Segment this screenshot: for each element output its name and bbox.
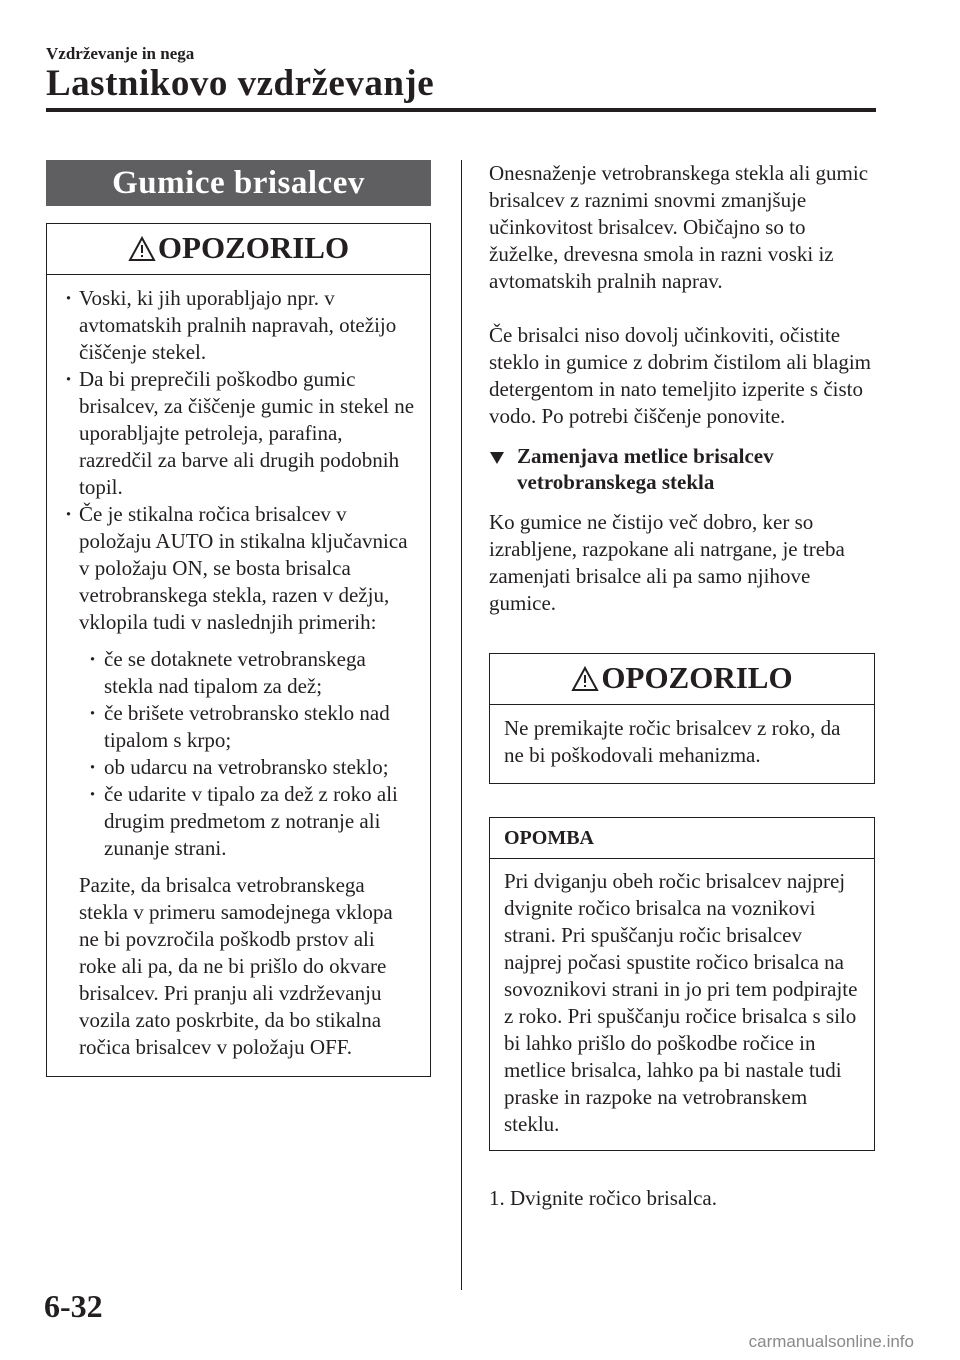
warning-sub-bullet: · če udarite v tipalo za dež z roko ali drugim predmetom z notranje ali zunanje strani.: [91, 781, 416, 862]
warning-body: Ne premikajte ročic brisalcev z roko, da ne bi poškodovali mehanizma.: [504, 716, 841, 767]
warning-triangle-icon: [571, 658, 599, 706]
left-column: [46, 160, 431, 1077]
paragraph: Če brisalci niso dovolj učinkoviti, očistite steklo in gumice z dobrim čistilom ali blagim detergentom in nato temeljito izperite s čisto vodo. Po potrebi čiščenje ponovite.: [489, 323, 872, 428]
right-column: [489, 160, 875, 1212]
warning-note: Pazite, da brisalca vetrobranskega stekla v primeru samodejnega vklopa ne bi povzročila poškodb prstov ali roke ali pa, da ne bi prišlo do okvare brisalcev. Pri pranju ali vzdrževanju vozila zato poskrbite, da bo stikalna ročica brisalcev v položaju OFF.: [79, 873, 393, 1059]
warning-box: [489, 653, 875, 784]
page-title: Lastnikovo vzdrževanje: [46, 63, 435, 104]
triangle-down-icon: [489, 445, 505, 471]
warning-sub-bullet: · če brišete vetrobransko steklo nad tipalom s krpo;: [91, 700, 416, 754]
paragraph: Onesnaženje vetrobranskega stekla ali gumic brisalcev z raznimi snovmi zmanjšuje učinkovitost brisalcev. Običajno so to žuželke, drevesna smola in razni voski iz avtomatskih pralnih naprav.: [489, 161, 869, 293]
watermark-logo: carmanualsonline.info: [748, 1332, 914, 1351]
note-body: Pri dviganju obeh ročic brisalcev najprej dvignite ročico brisalca na voznikovi strani. Pri spuščanju ročic brisalcev najprej počasi spustite ročico brisalca na sovoznikovi strani in jo pri tem podpirajte z roko. Pri spuščanju ročice brisalca s silo bi lahko prišlo do poškodbe ročice in metlice brisalca, lahko pa bi nastale tudi praske in razpoke na vetrobranskem steklu.: [504, 869, 858, 1136]
warning-body: [47, 275, 430, 1076]
column-divider: [461, 160, 462, 1290]
warning-sub-bullet: · ob udarcu na vetrobransko steklo;: [91, 754, 416, 781]
warning-bullet: · Da bi preprečili poškodbo gumic brisalcev, za čiščenje gumic in stekel ne uporabljajte petroleja, parafina, razredčil za barve ali drugih podobnih topil.: [67, 366, 416, 501]
warning-box: [46, 223, 431, 1077]
warning-bullet: · Voski, ki jih uporabljajo npr. v avtomatskih pralnih napravah, otežijo čiščenje stekel.: [67, 285, 416, 366]
page-number: 6-32: [44, 1288, 103, 1324]
step-item: 1. Dvignite ročico brisalca.: [489, 1186, 718, 1210]
paragraph: Ko gumice ne čistijo več dobro, ker so izrabljene, razpokane ali natrgane, je treba zamenjati brisalce ali pa samo njihove gumice.: [489, 510, 845, 615]
subheading-text: Zamenjava metlice brisalcev vetrobranskega stekla: [517, 444, 774, 494]
subheading: [489, 443, 875, 495]
warning-header: [490, 654, 874, 705]
warning-sub-bullet: · če se dotaknete vetrobranskega stekla nad tipalom za dež;: [91, 646, 416, 700]
section-banner: Gumice brisalcev: [46, 160, 431, 206]
warning-header: [47, 224, 430, 275]
note-box: [489, 817, 875, 1151]
note-title: OPOMBA: [490, 818, 874, 859]
warning-title: OPOZORILO: [601, 660, 793, 695]
warning-sub-list: [67, 646, 416, 862]
warning-bullet: · Če je stikalna ročica brisalcev v položaju AUTO in stikalna ključavnica v položaju ON, se bosta brisalca vetrobranskega stekla, razen v dežju, vklopila tudi v naslednjih primerih:: [67, 501, 416, 636]
header-rule: [46, 108, 876, 112]
warning-triangle-icon: [128, 228, 156, 276]
section-breadcrumb: Vzdrževanje in nega: [46, 44, 195, 63]
warning-title: OPOZORILO: [157, 230, 350, 265]
